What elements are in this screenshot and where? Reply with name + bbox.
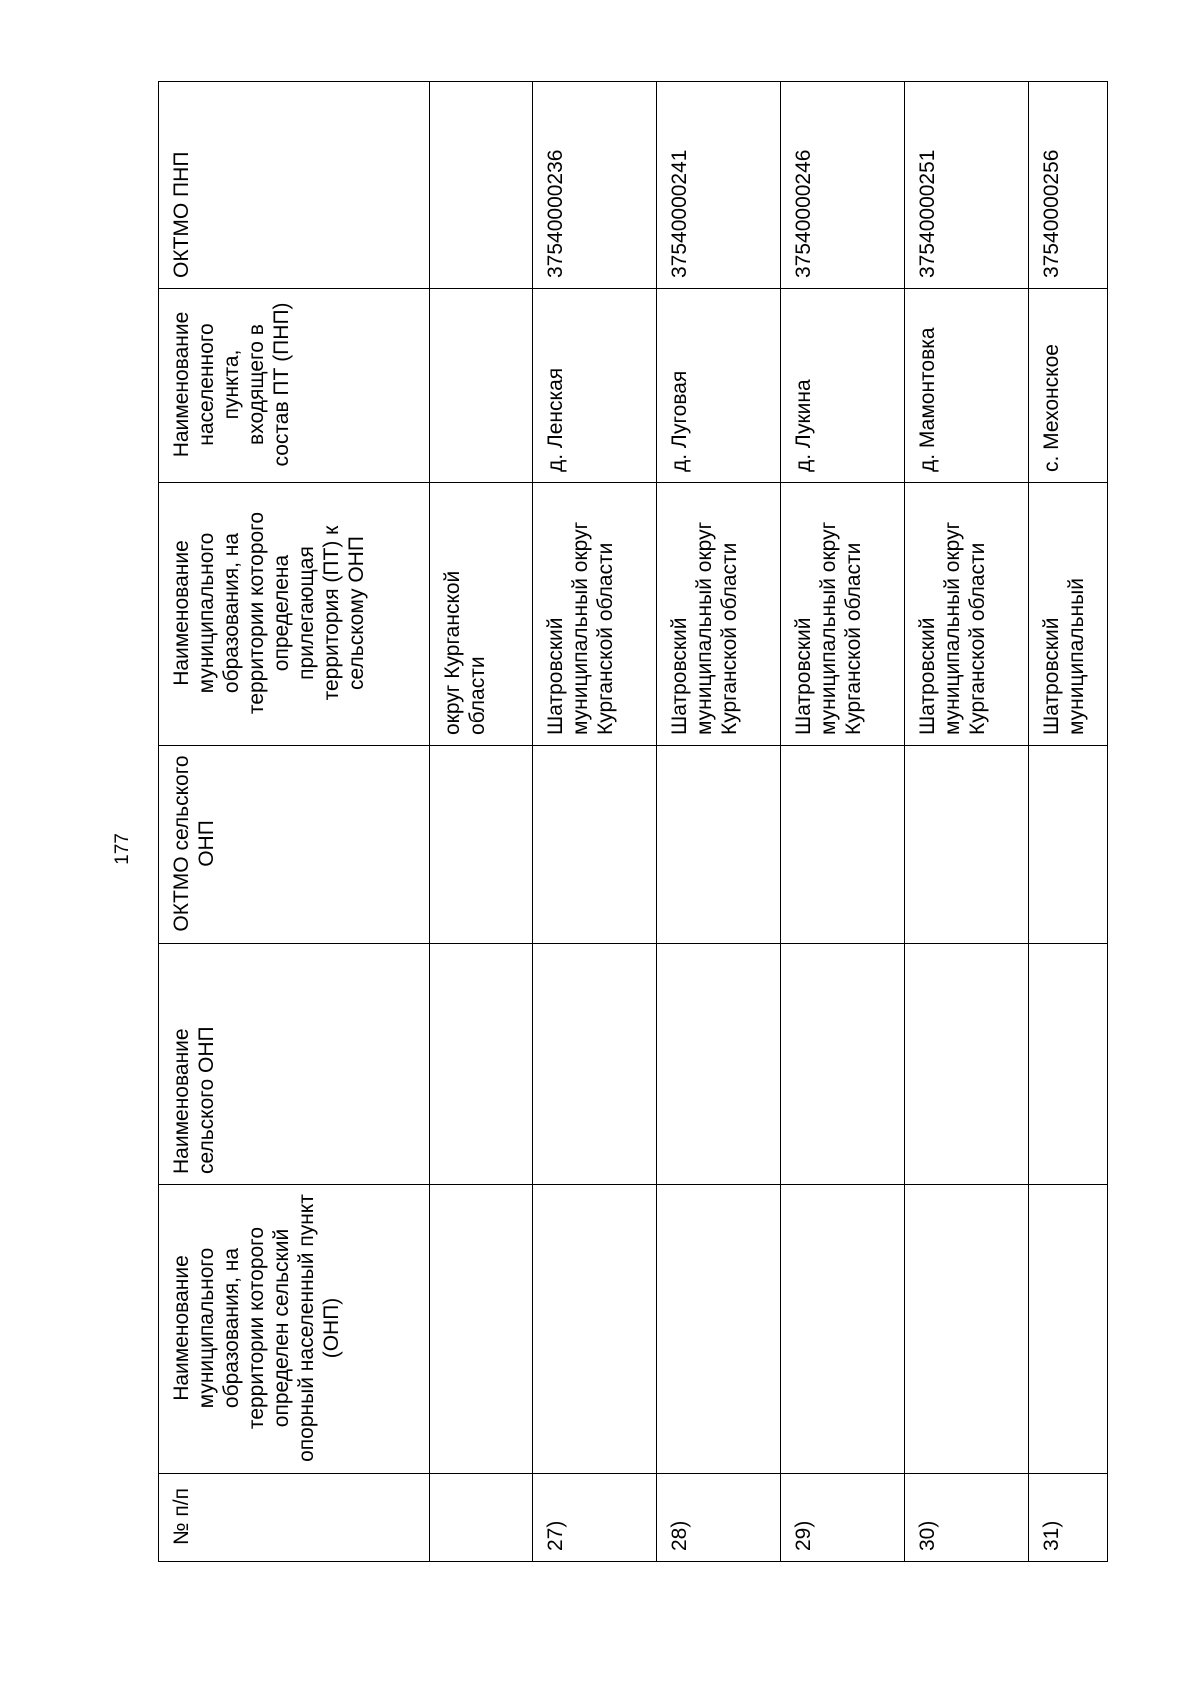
- cell-oktmo-pnp: 37540000246: [781, 82, 905, 289]
- page-number: 177: [112, 833, 133, 865]
- cell-oktmo-pnp: 37540000251: [905, 82, 1029, 289]
- cell-number: 28): [657, 1474, 781, 1562]
- cell-pnp-name: д. Ленская: [533, 289, 657, 483]
- cell-onp-name: [1029, 944, 1108, 1185]
- cell-oktmo-onp: [657, 746, 781, 944]
- cell-oktmo-onp: [1029, 746, 1108, 944]
- cell-mo-onp: [533, 1185, 657, 1474]
- header-oktmo-onp: ОКТМО сельского ОНП: [159, 746, 430, 944]
- cell-onp-name: [533, 944, 657, 1185]
- cell-onp-name: [781, 944, 905, 1185]
- cell-pnp-name: д. Мамонтовка: [905, 289, 1029, 483]
- cell-pnp-name: [430, 289, 533, 483]
- cell-number: 27): [533, 1474, 657, 1562]
- settlements-table: [158, 81, 1108, 1562]
- cell-onp-name: [657, 944, 781, 1185]
- table-row: [1029, 82, 1108, 1562]
- table-row: [657, 82, 781, 1562]
- table-row: [533, 82, 657, 1562]
- table-row: [430, 82, 533, 1562]
- cell-mo-onp: [657, 1185, 781, 1474]
- cell-oktmo-pnp: 37540000241: [657, 82, 781, 289]
- cell-oktmo-onp: [430, 746, 533, 944]
- header-pnp-name: Наименование населенного пункта, входящего в состав ПТ (ПНП): [159, 289, 430, 483]
- header-number: № п/п: [159, 1474, 430, 1562]
- cell-oktmo-onp: [781, 746, 905, 944]
- cell-oktmo-pnp: 37540000236: [533, 82, 657, 289]
- cell-pnp-name: д. Луговая: [657, 289, 781, 483]
- cell-oktmo-pnp: [430, 82, 533, 289]
- header-onp-name: Наименование сельского ОНП: [159, 944, 430, 1185]
- table-row: [905, 82, 1029, 1562]
- cell-mo-pt: Шатровский муниципальный округ Курганской области: [533, 483, 657, 746]
- cell-mo-onp: [781, 1185, 905, 1474]
- cell-oktmo-pnp: 37540000256: [1029, 82, 1108, 289]
- table-header-row: [159, 82, 430, 1562]
- cell-mo-pt: округ Курганской области: [430, 483, 533, 746]
- cell-mo-onp: [430, 1185, 533, 1474]
- cell-number: 31): [1029, 1474, 1108, 1562]
- cell-mo-pt: Шатровский муниципальный округ Курганской области: [905, 483, 1029, 746]
- table-row: [781, 82, 905, 1562]
- cell-pnp-name: д. Лукина: [781, 289, 905, 483]
- cell-number: [430, 1474, 533, 1562]
- cell-number: 29): [781, 1474, 905, 1562]
- cell-mo-pt: Шатровский муниципальный округ Курганской области: [657, 483, 781, 746]
- header-mo-onp: Наименование муниципального образования, на территории которого определен сельский опорный населенный пункт (ОНП): [159, 1185, 430, 1474]
- cell-onp-name: [430, 944, 533, 1185]
- cell-onp-name: [905, 944, 1029, 1185]
- cell-pnp-name: с. Мехонское: [1029, 289, 1108, 483]
- cell-mo-pt: Шатровский муниципальный округ Курганской области: [781, 483, 905, 746]
- cell-mo-onp: [905, 1185, 1029, 1474]
- cell-oktmo-onp: [905, 746, 1029, 944]
- cell-mo-pt: Шатровский муниципальный: [1029, 483, 1108, 746]
- header-oktmo-pnp: ОКТМО ПНП: [159, 82, 430, 289]
- cell-number: 30): [905, 1474, 1029, 1562]
- cell-mo-onp: [1029, 1185, 1108, 1474]
- header-mo-pt: Наименование муниципального образования, на территории которого определена прилегающая территория (ПТ) к сельскому ОНП: [159, 483, 430, 746]
- cell-oktmo-onp: [533, 746, 657, 944]
